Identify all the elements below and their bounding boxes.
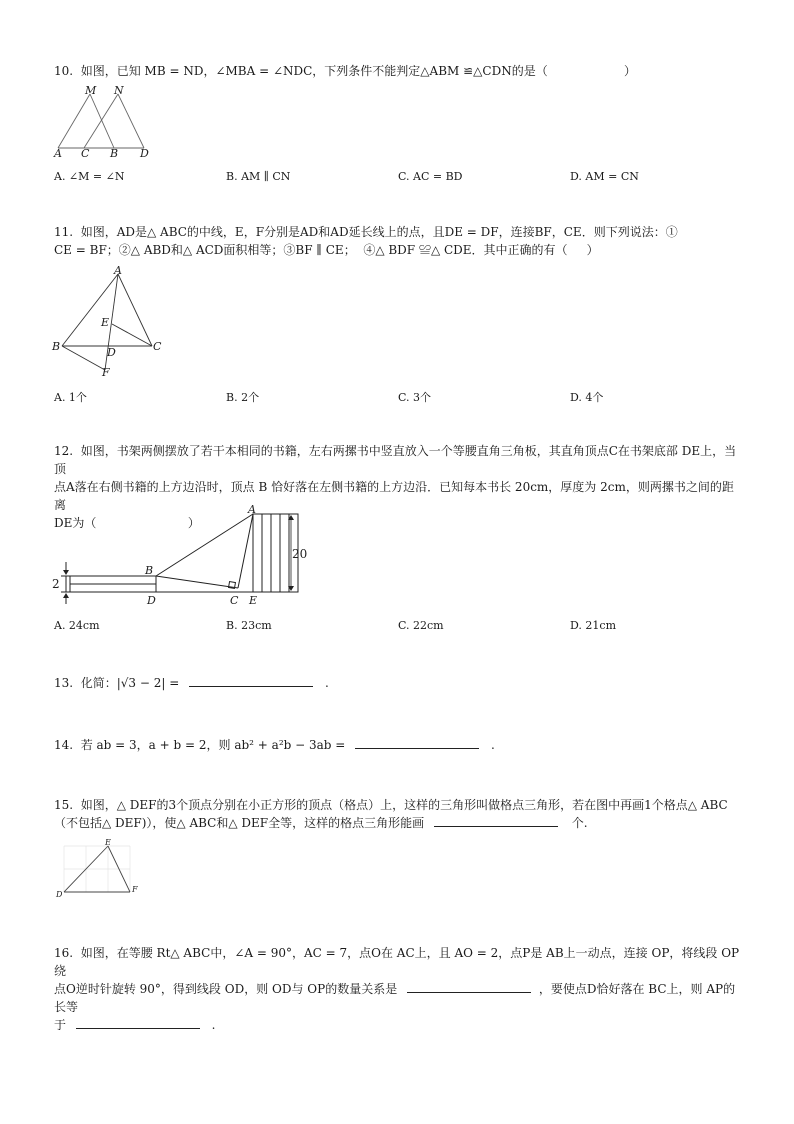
- q11-option-a[interactable]: A. 1个: [54, 391, 87, 404]
- label-F: F: [132, 885, 138, 894]
- question-16: [54, 944, 744, 1034]
- question-14-text: 14. 若 ab = 3，a + b = 2，则 ab² + a²b − 3ab =: [54, 738, 346, 752]
- question-11-line1: 11. 如图，AD是△ ABC的中线，E，F分别是AD和AD延长线上的点，且DE = DF，连接BF，CE．则下列说法：①: [54, 225, 678, 239]
- question-12-line3: DE为（ ）: [54, 516, 200, 530]
- q10-option-a[interactable]: A. ∠M = ∠N: [54, 170, 125, 183]
- question-15-line1: 15. 如图，△ DEF的3个顶点分别在小正方形的顶点（格点）上，这样的三角形叫做格点三角形，若在图中再画1个格点△ ABC: [54, 798, 728, 812]
- label-D: D: [107, 346, 116, 359]
- question-16-line3: 于: [54, 1018, 67, 1032]
- q16-answer-blank-2[interactable]: [76, 1016, 200, 1029]
- label-C: C: [230, 594, 239, 607]
- q12-option-b[interactable]: B. 23cm: [226, 619, 272, 632]
- question-16-line1: 16. 如图，在等腰 Rt△ ABC中，∠A = 90°，AC = 7，点O在 AC上，且 AO = 2，点P是 AB上一动点，连接 OP，将线段 OP绕: [54, 946, 740, 978]
- q13-answer-blank[interactable]: [189, 674, 313, 687]
- question-12-line1: 12. 如图，书架两侧摆放了若干本相同的书籍，左右两摞书中竖直放入一个等腰直角三角板，其直角顶点C在书架底部 DE上，当顶: [54, 444, 737, 476]
- label-D: D: [140, 147, 149, 160]
- label-A: A: [54, 147, 62, 160]
- label-D: D: [147, 594, 156, 607]
- question-11: [54, 223, 744, 259]
- q15-answer-blank[interactable]: [434, 814, 558, 827]
- q12-option-a[interactable]: A. 24cm: [54, 619, 100, 632]
- question-16-line2-end: ，要使点D恰好落在 BC上，则 AP的长等: [54, 982, 736, 1014]
- question-14-end: .: [491, 738, 495, 752]
- q12-option-c[interactable]: C. 22cm: [398, 619, 444, 632]
- label-B: B: [52, 340, 61, 353]
- figure-q12: [48, 504, 310, 608]
- q12-option-d[interactable]: D. 21cm: [570, 619, 617, 632]
- label-M: M: [85, 84, 97, 97]
- q11-option-d[interactable]: D. 4个: [570, 391, 604, 404]
- label-B: B: [145, 564, 154, 577]
- figure-q15: [56, 840, 146, 900]
- q14-answer-blank[interactable]: [355, 736, 479, 749]
- label-dimension-20: 20: [292, 547, 308, 561]
- question-13-end: .: [324, 676, 329, 690]
- figure-q11: [52, 264, 172, 380]
- label-E: E: [249, 594, 258, 607]
- label-dimension-2: 2: [52, 577, 60, 591]
- question-13: [54, 674, 744, 692]
- q10-option-b[interactable]: B. AM ∥ CN: [226, 170, 291, 183]
- label-A: A: [114, 264, 122, 277]
- q11-option-b[interactable]: B. 2个: [226, 391, 260, 404]
- question-13-text: 13. 化简：|√3 − 2| =: [54, 676, 180, 690]
- q16-answer-blank-1[interactable]: [407, 980, 531, 993]
- q11-option-c[interactable]: C. 3个: [398, 391, 432, 404]
- question-16-line3-end: .: [211, 1018, 216, 1032]
- label-C: C: [81, 147, 90, 160]
- figure-q10: [54, 86, 154, 158]
- label-D: D: [56, 890, 63, 899]
- q10-option-c[interactable]: C. AC = BD: [398, 170, 463, 183]
- question-16-line2: 点O逆时针旋转 90°，得到线段 OD，则 OD与 OP的数量关系是: [54, 982, 398, 996]
- question-15: [54, 796, 744, 832]
- label-B: B: [110, 147, 119, 160]
- label-E: E: [101, 316, 110, 329]
- q10-option-d[interactable]: D. AM = CN: [570, 170, 639, 183]
- label-N: N: [114, 84, 124, 97]
- label-A: A: [248, 503, 256, 516]
- question-14: [54, 736, 744, 754]
- label-C: C: [153, 340, 162, 353]
- label-E: E: [105, 838, 111, 847]
- label-F: F: [102, 366, 110, 379]
- question-11-line2: CE = BF；②△ ABD和△ ACD面积相等；③BF ∥ CE； ④△ BDF ≌△ CDE．其中正确的有（ ）: [54, 243, 599, 257]
- question-10: [54, 62, 744, 80]
- question-15-line2: （不包括△ DEF)），使△ ABC和△ DEF全等，这样的格点三角形能画: [54, 816, 425, 830]
- question-15-line2-end: 个.: [571, 816, 588, 830]
- question-10-text: 10. 如图，已知 MB = ND，∠MBA = ∠NDC，下列条件不能判定△ABM ≌△CDN的是（ ）: [54, 64, 636, 78]
- question-12-line2: 点A落在右侧书籍的上方边沿时，顶点 B 恰好落在左侧书籍的上方边沿．已知每本书长 20cm，厚度为 2cm，则两摞书之间的距离: [54, 480, 734, 512]
